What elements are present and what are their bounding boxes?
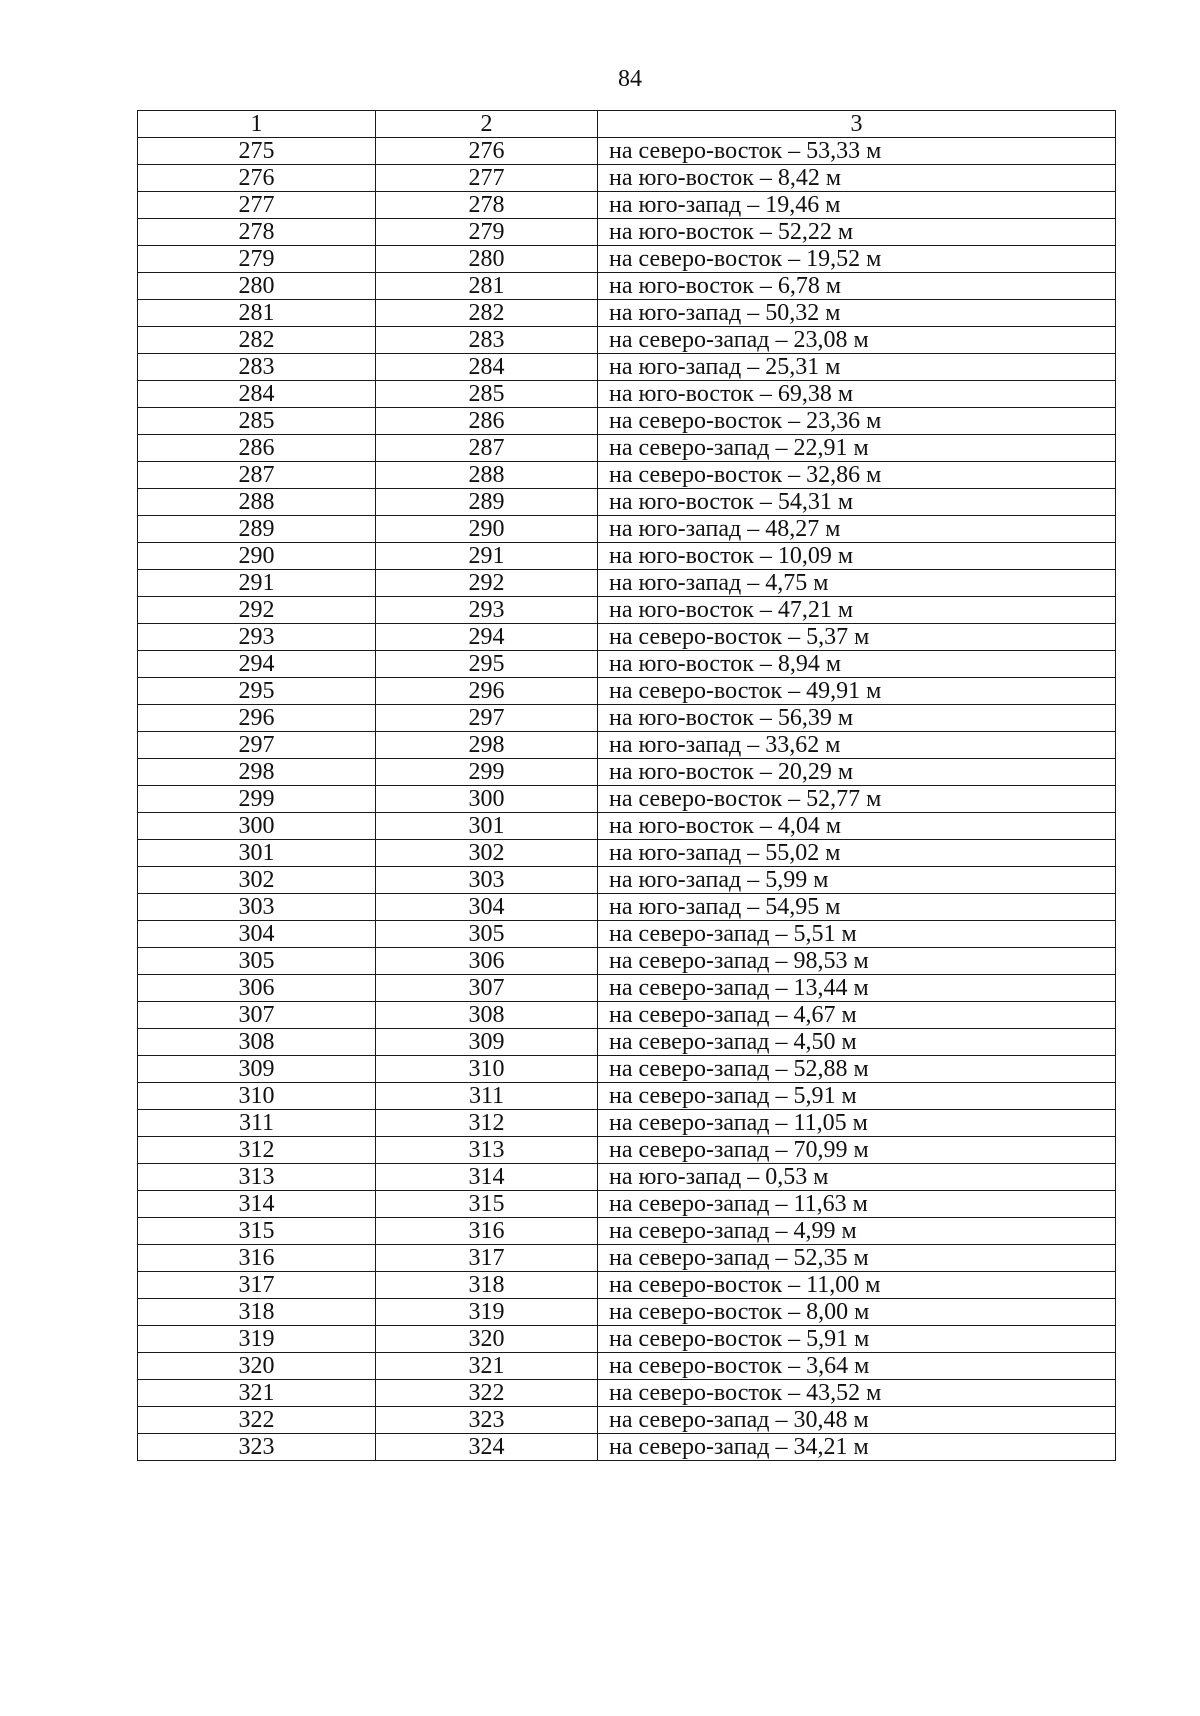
- to-point-cell: 285: [376, 381, 598, 408]
- table-row: [138, 435, 1116, 462]
- to-point-cell: 295: [376, 651, 598, 678]
- from-point-cell: 311: [138, 1110, 376, 1137]
- direction-distance-cell: на юго-восток – 54,31 м: [598, 489, 1116, 516]
- from-point-cell: 277: [138, 192, 376, 219]
- direction-distance-cell: на северо-запад – 13,44 м: [598, 975, 1116, 1002]
- from-point-cell: 280: [138, 273, 376, 300]
- table-row: [138, 354, 1116, 381]
- from-point-cell: 284: [138, 381, 376, 408]
- direction-distance-cell: на северо-запад – 52,88 м: [598, 1056, 1116, 1083]
- column-header-3: 3: [598, 111, 1116, 138]
- direction-distance-cell: на северо-запад – 22,91 м: [598, 435, 1116, 462]
- from-point-cell: 296: [138, 705, 376, 732]
- table-row: [138, 1299, 1116, 1326]
- table-row: [138, 1191, 1116, 1218]
- direction-distance-cell: на северо-восток – 5,37 м: [598, 624, 1116, 651]
- table-row: [138, 1245, 1116, 1272]
- to-point-cell: 304: [376, 894, 598, 921]
- table-row: [138, 975, 1116, 1002]
- from-point-cell: 319: [138, 1326, 376, 1353]
- table-row: [138, 840, 1116, 867]
- from-point-cell: 276: [138, 165, 376, 192]
- direction-distance-cell: на юго-восток – 52,22 м: [598, 219, 1116, 246]
- direction-distance-cell: на юго-запад – 55,02 м: [598, 840, 1116, 867]
- to-point-cell: 283: [376, 327, 598, 354]
- to-point-cell: 321: [376, 1353, 598, 1380]
- from-point-cell: 309: [138, 1056, 376, 1083]
- table-row: [138, 597, 1116, 624]
- from-point-cell: 307: [138, 1002, 376, 1029]
- table-row: [138, 1083, 1116, 1110]
- direction-distance-cell: на юго-запад – 5,99 м: [598, 867, 1116, 894]
- direction-distance-cell: на северо-запад – 11,05 м: [598, 1110, 1116, 1137]
- direction-distance-cell: на северо-запад – 4,50 м: [598, 1029, 1116, 1056]
- to-point-cell: 306: [376, 948, 598, 975]
- from-point-cell: 290: [138, 543, 376, 570]
- from-point-cell: 289: [138, 516, 376, 543]
- table-row: [138, 516, 1116, 543]
- to-point-cell: 317: [376, 1245, 598, 1272]
- direction-distance-cell: на северо-восток – 23,36 м: [598, 408, 1116, 435]
- from-point-cell: 317: [138, 1272, 376, 1299]
- to-point-cell: 313: [376, 1137, 598, 1164]
- table-row: [138, 705, 1116, 732]
- table-row: [138, 786, 1116, 813]
- table-row: [138, 1110, 1116, 1137]
- to-point-cell: 277: [376, 165, 598, 192]
- to-point-cell: 280: [376, 246, 598, 273]
- from-point-cell: 315: [138, 1218, 376, 1245]
- to-point-cell: 289: [376, 489, 598, 516]
- from-point-cell: 278: [138, 219, 376, 246]
- direction-distance-cell: на северо-запад – 23,08 м: [598, 327, 1116, 354]
- to-point-cell: 294: [376, 624, 598, 651]
- from-point-cell: 314: [138, 1191, 376, 1218]
- table-row: [138, 192, 1116, 219]
- direction-distance-cell: на северо-восток – 32,86 м: [598, 462, 1116, 489]
- direction-distance-cell: на юго-восток – 47,21 м: [598, 597, 1116, 624]
- to-point-cell: 282: [376, 300, 598, 327]
- to-point-cell: 301: [376, 813, 598, 840]
- direction-distance-cell: на северо-восток – 11,00 м: [598, 1272, 1116, 1299]
- table-row: [138, 759, 1116, 786]
- direction-distance-cell: на северо-запад – 5,91 м: [598, 1083, 1116, 1110]
- from-point-cell: 275: [138, 138, 376, 165]
- from-point-cell: 304: [138, 921, 376, 948]
- column-header-2: 2: [376, 111, 598, 138]
- table-row: [138, 1137, 1116, 1164]
- direction-distance-cell: на северо-восток – 53,33 м: [598, 138, 1116, 165]
- table-row: [138, 219, 1116, 246]
- direction-distance-cell: на юго-восток – 69,38 м: [598, 381, 1116, 408]
- table-row: [138, 651, 1116, 678]
- table-row: [138, 1272, 1116, 1299]
- table-row: [138, 732, 1116, 759]
- direction-distance-cell: на юго-запад – 4,75 м: [598, 570, 1116, 597]
- from-point-cell: 294: [138, 651, 376, 678]
- table-row: [138, 1164, 1116, 1191]
- table-row: [138, 273, 1116, 300]
- table-row: [138, 543, 1116, 570]
- from-point-cell: 288: [138, 489, 376, 516]
- direction-distance-cell: на юго-запад – 50,32 м: [598, 300, 1116, 327]
- from-point-cell: 282: [138, 327, 376, 354]
- to-point-cell: 296: [376, 678, 598, 705]
- direction-distance-cell: на северо-запад – 30,48 м: [598, 1407, 1116, 1434]
- direction-distance-cell: на юго-восток – 8,42 м: [598, 165, 1116, 192]
- to-point-cell: 292: [376, 570, 598, 597]
- to-point-cell: 281: [376, 273, 598, 300]
- direction-distance-cell: на северо-восток – 3,64 м: [598, 1353, 1116, 1380]
- direction-distance-cell: на юго-запад – 19,46 м: [598, 192, 1116, 219]
- page-number: 84: [618, 66, 642, 92]
- direction-distance-cell: на юго-восток – 56,39 м: [598, 705, 1116, 732]
- to-point-cell: 286: [376, 408, 598, 435]
- table-row: [138, 246, 1116, 273]
- direction-distance-cell: на юго-запад – 25,31 м: [598, 354, 1116, 381]
- from-point-cell: 283: [138, 354, 376, 381]
- table-row: [138, 894, 1116, 921]
- table-row: [138, 462, 1116, 489]
- direction-distance-cell: на северо-запад – 5,51 м: [598, 921, 1116, 948]
- table-row: [138, 489, 1116, 516]
- table-row: [138, 570, 1116, 597]
- from-point-cell: 293: [138, 624, 376, 651]
- to-point-cell: 309: [376, 1029, 598, 1056]
- from-point-cell: 322: [138, 1407, 376, 1434]
- to-point-cell: 291: [376, 543, 598, 570]
- to-point-cell: 297: [376, 705, 598, 732]
- from-point-cell: 320: [138, 1353, 376, 1380]
- column-header-1: 1: [138, 111, 376, 138]
- table-row: [138, 300, 1116, 327]
- from-point-cell: 318: [138, 1299, 376, 1326]
- direction-distance-cell: на юго-запад – 33,62 м: [598, 732, 1116, 759]
- from-point-cell: 306: [138, 975, 376, 1002]
- table-row: [138, 1434, 1116, 1461]
- from-point-cell: 323: [138, 1434, 376, 1461]
- direction-distance-cell: на северо-запад – 70,99 м: [598, 1137, 1116, 1164]
- table-body: [138, 138, 1116, 1461]
- table-row: [138, 1218, 1116, 1245]
- to-point-cell: 300: [376, 786, 598, 813]
- to-point-cell: 307: [376, 975, 598, 1002]
- to-point-cell: 324: [376, 1434, 598, 1461]
- from-point-cell: 281: [138, 300, 376, 327]
- to-point-cell: 288: [376, 462, 598, 489]
- from-point-cell: 300: [138, 813, 376, 840]
- table-row: [138, 921, 1116, 948]
- to-point-cell: 319: [376, 1299, 598, 1326]
- to-point-cell: 290: [376, 516, 598, 543]
- table-row: [138, 1353, 1116, 1380]
- direction-distance-cell: на юго-запад – 48,27 м: [598, 516, 1116, 543]
- direction-distance-cell: на северо-восток – 8,00 м: [598, 1299, 1116, 1326]
- direction-distance-cell: на северо-восток – 52,77 м: [598, 786, 1116, 813]
- table-row: [138, 948, 1116, 975]
- table-row: [138, 1380, 1116, 1407]
- table-row: [138, 138, 1116, 165]
- direction-distance-cell: на юго-восток – 20,29 м: [598, 759, 1116, 786]
- to-point-cell: 279: [376, 219, 598, 246]
- table-header-row: [138, 111, 1116, 138]
- direction-distance-cell: на юго-восток – 4,04 м: [598, 813, 1116, 840]
- from-point-cell: 302: [138, 867, 376, 894]
- table-row: [138, 1002, 1116, 1029]
- to-point-cell: 320: [376, 1326, 598, 1353]
- direction-distance-cell: на юго-запад – 0,53 м: [598, 1164, 1116, 1191]
- table-row: [138, 165, 1116, 192]
- table-row: [138, 1407, 1116, 1434]
- from-point-cell: 316: [138, 1245, 376, 1272]
- direction-distance-cell: на северо-восток – 43,52 м: [598, 1380, 1116, 1407]
- to-point-cell: 311: [376, 1083, 598, 1110]
- to-point-cell: 299: [376, 759, 598, 786]
- to-point-cell: 312: [376, 1110, 598, 1137]
- to-point-cell: 310: [376, 1056, 598, 1083]
- table-row: [138, 1326, 1116, 1353]
- direction-distance-cell: на северо-запад – 98,53 м: [598, 948, 1116, 975]
- direction-distance-cell: на северо-восток – 5,91 м: [598, 1326, 1116, 1353]
- to-point-cell: 316: [376, 1218, 598, 1245]
- direction-distance-cell: на юго-восток – 8,94 м: [598, 651, 1116, 678]
- to-point-cell: 287: [376, 435, 598, 462]
- from-point-cell: 312: [138, 1137, 376, 1164]
- to-point-cell: 298: [376, 732, 598, 759]
- from-point-cell: 292: [138, 597, 376, 624]
- direction-distance-cell: на северо-запад – 4,99 м: [598, 1218, 1116, 1245]
- table-row: [138, 678, 1116, 705]
- from-point-cell: 298: [138, 759, 376, 786]
- direction-distance-cell: на юго-запад – 54,95 м: [598, 894, 1116, 921]
- direction-distance-cell: на северо-восток – 49,91 м: [598, 678, 1116, 705]
- table-row: [138, 624, 1116, 651]
- direction-distance-cell: на юго-восток – 10,09 м: [598, 543, 1116, 570]
- to-point-cell: 323: [376, 1407, 598, 1434]
- direction-distance-cell: на северо-запад – 4,67 м: [598, 1002, 1116, 1029]
- direction-distance-cell: на северо-запад – 52,35 м: [598, 1245, 1116, 1272]
- to-point-cell: 308: [376, 1002, 598, 1029]
- table-row: [138, 327, 1116, 354]
- from-point-cell: 299: [138, 786, 376, 813]
- from-point-cell: 313: [138, 1164, 376, 1191]
- from-point-cell: 287: [138, 462, 376, 489]
- to-point-cell: 293: [376, 597, 598, 624]
- from-point-cell: 295: [138, 678, 376, 705]
- from-point-cell: 291: [138, 570, 376, 597]
- to-point-cell: 315: [376, 1191, 598, 1218]
- direction-distance-cell: на северо-восток – 19,52 м: [598, 246, 1116, 273]
- direction-distance-cell: на северо-запад – 34,21 м: [598, 1434, 1116, 1461]
- from-point-cell: 297: [138, 732, 376, 759]
- table-row: [138, 867, 1116, 894]
- to-point-cell: 302: [376, 840, 598, 867]
- to-point-cell: 322: [376, 1380, 598, 1407]
- from-point-cell: 321: [138, 1380, 376, 1407]
- from-point-cell: 310: [138, 1083, 376, 1110]
- boundary-points-table: [137, 110, 1116, 1461]
- to-point-cell: 303: [376, 867, 598, 894]
- to-point-cell: 305: [376, 921, 598, 948]
- table-row: [138, 408, 1116, 435]
- from-point-cell: 308: [138, 1029, 376, 1056]
- from-point-cell: 305: [138, 948, 376, 975]
- from-point-cell: 303: [138, 894, 376, 921]
- table-row: [138, 813, 1116, 840]
- to-point-cell: 276: [376, 138, 598, 165]
- from-point-cell: 286: [138, 435, 376, 462]
- direction-distance-cell: на северо-запад – 11,63 м: [598, 1191, 1116, 1218]
- table-row: [138, 1029, 1116, 1056]
- table-row: [138, 381, 1116, 408]
- to-point-cell: 314: [376, 1164, 598, 1191]
- from-point-cell: 279: [138, 246, 376, 273]
- from-point-cell: 301: [138, 840, 376, 867]
- to-point-cell: 318: [376, 1272, 598, 1299]
- to-point-cell: 278: [376, 192, 598, 219]
- to-point-cell: 284: [376, 354, 598, 381]
- from-point-cell: 285: [138, 408, 376, 435]
- table-row: [138, 1056, 1116, 1083]
- direction-distance-cell: на юго-восток – 6,78 м: [598, 273, 1116, 300]
